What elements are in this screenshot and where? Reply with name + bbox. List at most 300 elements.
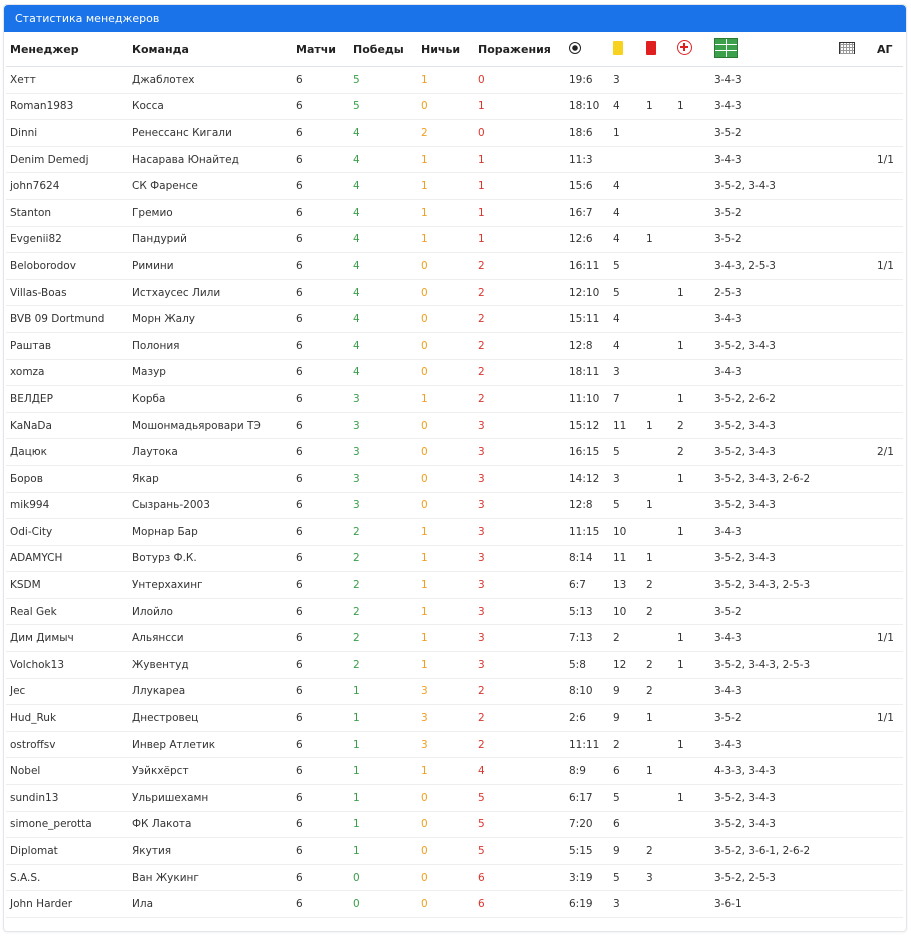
wins-cell: 3 xyxy=(349,465,417,492)
goalkeeper-cell xyxy=(835,864,873,891)
yellow-cards-cell: 10 xyxy=(609,519,642,546)
ag-cell xyxy=(873,412,903,439)
goalkeeper-cell xyxy=(835,226,873,253)
manager-name: xomza xyxy=(6,359,128,386)
goalkeeper-cell xyxy=(835,705,873,732)
goals-cell: 16:11 xyxy=(565,253,609,280)
losses-cell: 2 xyxy=(474,731,565,758)
injuries-cell: 1 xyxy=(673,332,710,359)
col-losses[interactable]: Поражения xyxy=(474,32,565,67)
table-row xyxy=(6,306,903,333)
matches-cell: 6 xyxy=(292,120,349,147)
matches-cell: 6 xyxy=(292,226,349,253)
matches-cell: 6 xyxy=(292,199,349,226)
matches-cell: 6 xyxy=(292,758,349,785)
red-cards-cell: 2 xyxy=(642,572,673,599)
formation-cell: 3-5-2 xyxy=(710,705,835,732)
wins-cell: 3 xyxy=(349,386,417,413)
table-row xyxy=(6,545,903,572)
goalkeeper-cell xyxy=(835,173,873,200)
red-cards-cell xyxy=(642,67,673,94)
injuries-cell xyxy=(673,572,710,599)
team-name: Насарава Юнайтед xyxy=(128,146,292,173)
manager-name: Stanton xyxy=(6,199,128,226)
team-name: Уэйкхёрст xyxy=(128,758,292,785)
formation-cell: 3-4-3 xyxy=(710,625,835,652)
formation-cell: 3-4-3, 2-5-3 xyxy=(710,253,835,280)
col-yellow-cards[interactable] xyxy=(609,32,642,67)
goals-cell: 12:8 xyxy=(565,492,609,519)
formation-cell: 3-5-2, 3-4-3, 2-5-3 xyxy=(710,652,835,679)
formation-cell: 3-5-2, 3-4-3, 2-6-2 xyxy=(710,465,835,492)
goalkeeper-cell xyxy=(835,492,873,519)
matches-cell: 6 xyxy=(292,785,349,812)
wins-cell: 1 xyxy=(349,705,417,732)
team-name: Косса xyxy=(128,93,292,120)
losses-cell: 1 xyxy=(474,93,565,120)
injuries-cell xyxy=(673,838,710,865)
yellow-cards-cell: 11 xyxy=(609,545,642,572)
yellow-cards-cell: 3 xyxy=(609,359,642,386)
matches-cell: 6 xyxy=(292,838,349,865)
goals-cell: 18:6 xyxy=(565,120,609,147)
team-name: Джаблотех xyxy=(128,67,292,94)
manager-name: sundin13 xyxy=(6,785,128,812)
goals-cell: 3:19 xyxy=(565,864,609,891)
manager-stats-table xyxy=(6,32,903,918)
ag-cell xyxy=(873,891,903,918)
injuries-cell xyxy=(673,891,710,918)
draws-cell: 0 xyxy=(417,439,474,466)
red-cards-cell xyxy=(642,332,673,359)
goalkeeper-cell xyxy=(835,146,873,173)
ag-cell xyxy=(873,864,903,891)
draws-cell: 0 xyxy=(417,359,474,386)
draws-cell: 0 xyxy=(417,864,474,891)
yellow-cards-cell: 10 xyxy=(609,598,642,625)
goals-cell: 5:13 xyxy=(565,598,609,625)
matches-cell: 6 xyxy=(292,279,349,306)
team-name: Ван Жукинг xyxy=(128,864,292,891)
yellow-cards-cell: 5 xyxy=(609,785,642,812)
table-row xyxy=(6,811,903,838)
red-cards-cell xyxy=(642,386,673,413)
yellow-cards-cell: 5 xyxy=(609,279,642,306)
wins-cell: 2 xyxy=(349,545,417,572)
ag-cell xyxy=(873,838,903,865)
manager-name: Nobel xyxy=(6,758,128,785)
table-row xyxy=(6,785,903,812)
formation-cell: 3-5-2, 3-4-3, 2-5-3 xyxy=(710,572,835,599)
team-name: СК Фаренсе xyxy=(128,173,292,200)
matches-cell: 6 xyxy=(292,306,349,333)
manager-name: Denim Demedj xyxy=(6,146,128,173)
ag-cell xyxy=(873,173,903,200)
goalkeeper-cell xyxy=(835,67,873,94)
red-cards-cell xyxy=(642,120,673,147)
formation-cell: 3-4-3 xyxy=(710,67,835,94)
team-name: Ульришехамн xyxy=(128,785,292,812)
manager-name: Дацюк xyxy=(6,439,128,466)
manager-name: ADAMYCH xyxy=(6,545,128,572)
injuries-cell xyxy=(673,705,710,732)
ag-cell xyxy=(873,731,903,758)
table-row xyxy=(6,120,903,147)
table-row xyxy=(6,359,903,386)
panel-title: Статистика менеджеров xyxy=(4,5,906,32)
ag-cell xyxy=(873,93,903,120)
goals-cell: 8:9 xyxy=(565,758,609,785)
manager-name: Volchok13 xyxy=(6,652,128,679)
losses-cell: 2 xyxy=(474,386,565,413)
goals-cell: 19:6 xyxy=(565,67,609,94)
injuries-cell xyxy=(673,306,710,333)
formation-cell: 3-5-2, 2-5-3 xyxy=(710,864,835,891)
goals-cell: 12:6 xyxy=(565,226,609,253)
losses-cell: 3 xyxy=(474,652,565,679)
team-name: Ила xyxy=(128,891,292,918)
table-row xyxy=(6,652,903,679)
manager-name: ostroffsv xyxy=(6,731,128,758)
ag-cell xyxy=(873,386,903,413)
col-draws[interactable]: Ничьи xyxy=(417,32,474,67)
draws-cell: 0 xyxy=(417,332,474,359)
table-row xyxy=(6,731,903,758)
red-cards-cell: 1 xyxy=(642,412,673,439)
wins-cell: 2 xyxy=(349,598,417,625)
col-goals[interactable] xyxy=(565,32,609,67)
matches-cell: 6 xyxy=(292,572,349,599)
injuries-cell: 1 xyxy=(673,785,710,812)
table-row xyxy=(6,598,903,625)
formation-cell: 3-4-3 xyxy=(710,731,835,758)
draws-cell: 0 xyxy=(417,412,474,439)
wins-cell: 4 xyxy=(349,332,417,359)
yellow-cards-cell: 7 xyxy=(609,386,642,413)
losses-cell: 2 xyxy=(474,253,565,280)
injuries-cell: 1 xyxy=(673,465,710,492)
yellow-cards-cell: 3 xyxy=(609,891,642,918)
wins-cell: 4 xyxy=(349,253,417,280)
ag-cell: 1/1 xyxy=(873,253,903,280)
wins-cell: 1 xyxy=(349,678,417,705)
yellow-cards-cell: 5 xyxy=(609,253,642,280)
manager-name: Beloborodov xyxy=(6,253,128,280)
injuries-cell: 1 xyxy=(673,652,710,679)
ag-cell xyxy=(873,332,903,359)
draws-cell: 1 xyxy=(417,572,474,599)
goals-cell: 7:20 xyxy=(565,811,609,838)
table-row xyxy=(6,625,903,652)
injuries-cell xyxy=(673,173,710,200)
team-name: Якар xyxy=(128,465,292,492)
injuries-cell xyxy=(673,864,710,891)
col-ag[interactable]: АГ xyxy=(873,32,903,67)
goalkeeper-cell xyxy=(835,120,873,147)
ag-cell xyxy=(873,811,903,838)
manager-name: Хетт xyxy=(6,67,128,94)
ag-cell xyxy=(873,306,903,333)
col-goalkeeper[interactable] xyxy=(835,32,873,67)
draws-cell: 1 xyxy=(417,146,474,173)
injuries-cell: 2 xyxy=(673,439,710,466)
red-card-icon xyxy=(646,41,656,55)
table-row xyxy=(6,93,903,120)
losses-cell: 3 xyxy=(474,492,565,519)
red-cards-cell xyxy=(642,891,673,918)
red-cards-cell xyxy=(642,731,673,758)
red-cards-cell: 2 xyxy=(642,598,673,625)
table-row xyxy=(6,705,903,732)
team-name: Истхаусес Лили xyxy=(128,279,292,306)
formation-cell: 3-4-3 xyxy=(710,146,835,173)
team-name: Мазур xyxy=(128,359,292,386)
goalkeeper-cell xyxy=(835,758,873,785)
goalkeeper-cell xyxy=(835,678,873,705)
red-cards-cell xyxy=(642,519,673,546)
goals-cell: 11:11 xyxy=(565,731,609,758)
draws-cell: 1 xyxy=(417,226,474,253)
col-injuries[interactable] xyxy=(673,32,710,67)
losses-cell: 2 xyxy=(474,332,565,359)
wins-cell: 1 xyxy=(349,731,417,758)
red-cards-cell xyxy=(642,465,673,492)
yellow-cards-cell: 2 xyxy=(609,625,642,652)
red-cards-cell xyxy=(642,279,673,306)
matches-cell: 6 xyxy=(292,359,349,386)
injuries-cell: 1 xyxy=(673,279,710,306)
losses-cell: 3 xyxy=(474,598,565,625)
goals-cell: 11:10 xyxy=(565,386,609,413)
soccer-ball-icon xyxy=(569,42,581,54)
manager-name: KSDM xyxy=(6,572,128,599)
draws-cell: 1 xyxy=(417,758,474,785)
matches-cell: 6 xyxy=(292,439,349,466)
matches-cell: 6 xyxy=(292,332,349,359)
ag-cell xyxy=(873,120,903,147)
table-row xyxy=(6,146,903,173)
red-cards-cell: 2 xyxy=(642,652,673,679)
injuries-cell: 1 xyxy=(673,731,710,758)
goals-cell: 14:12 xyxy=(565,465,609,492)
football-field-icon xyxy=(714,38,738,58)
injuries-cell xyxy=(673,199,710,226)
wins-cell: 4 xyxy=(349,359,417,386)
table-row xyxy=(6,386,903,413)
formation-cell: 3-6-1 xyxy=(710,891,835,918)
matches-cell: 6 xyxy=(292,93,349,120)
manager-name: mik994 xyxy=(6,492,128,519)
col-red-cards[interactable] xyxy=(642,32,673,67)
yellow-cards-cell: 4 xyxy=(609,173,642,200)
table-row xyxy=(6,519,903,546)
goals-cell: 12:10 xyxy=(565,279,609,306)
goalkeeper-cell xyxy=(835,625,873,652)
injuries-cell: 1 xyxy=(673,386,710,413)
matches-cell: 6 xyxy=(292,864,349,891)
manager-name: KaNaDa xyxy=(6,412,128,439)
ag-cell xyxy=(873,652,903,679)
wins-cell: 1 xyxy=(349,811,417,838)
injuries-cell xyxy=(673,758,710,785)
red-cards-cell xyxy=(642,625,673,652)
yellow-cards-cell: 9 xyxy=(609,705,642,732)
draws-cell: 1 xyxy=(417,652,474,679)
formation-cell: 3-4-3 xyxy=(710,678,835,705)
ag-cell xyxy=(873,492,903,519)
red-cards-cell: 3 xyxy=(642,864,673,891)
wins-cell: 4 xyxy=(349,279,417,306)
formation-cell: 3-5-2, 3-4-3 xyxy=(710,811,835,838)
formation-cell: 3-4-3 xyxy=(710,306,835,333)
goals-cell: 15:11 xyxy=(565,306,609,333)
wins-cell: 1 xyxy=(349,838,417,865)
manager-name: John Harder xyxy=(6,891,128,918)
team-name: Морн Жалу xyxy=(128,306,292,333)
ag-cell xyxy=(873,598,903,625)
goalkeeper-cell xyxy=(835,332,873,359)
matches-cell: 6 xyxy=(292,386,349,413)
red-cards-cell xyxy=(642,359,673,386)
wins-cell: 2 xyxy=(349,625,417,652)
draws-cell: 0 xyxy=(417,891,474,918)
formation-cell: 3-5-2 xyxy=(710,598,835,625)
wins-cell: 2 xyxy=(349,572,417,599)
table-row xyxy=(6,758,903,785)
matches-cell: 6 xyxy=(292,492,349,519)
draws-cell: 0 xyxy=(417,93,474,120)
yellow-cards-cell: 5 xyxy=(609,439,642,466)
red-cards-cell: 1 xyxy=(642,492,673,519)
goals-cell: 15:12 xyxy=(565,412,609,439)
manager-name: Hud_Ruk xyxy=(6,705,128,732)
losses-cell: 6 xyxy=(474,864,565,891)
injuries-cell xyxy=(673,678,710,705)
table-row xyxy=(6,572,903,599)
red-cards-cell: 1 xyxy=(642,226,673,253)
red-cards-cell xyxy=(642,173,673,200)
goalkeeper-cell xyxy=(835,279,873,306)
goals-cell: 5:15 xyxy=(565,838,609,865)
manager-name: john7624 xyxy=(6,173,128,200)
team-name: Римини xyxy=(128,253,292,280)
wins-cell: 2 xyxy=(349,652,417,679)
injuries-cell xyxy=(673,811,710,838)
table-row xyxy=(6,678,903,705)
goalkeeper-cell xyxy=(835,545,873,572)
draws-cell: 1 xyxy=(417,173,474,200)
matches-cell: 6 xyxy=(292,598,349,625)
losses-cell: 2 xyxy=(474,359,565,386)
yellow-cards-cell: 5 xyxy=(609,864,642,891)
col-matches[interactable]: Матчи xyxy=(292,32,349,67)
wins-cell: 1 xyxy=(349,785,417,812)
ag-cell: 1/1 xyxy=(873,625,903,652)
team-name: Сызрань-2003 xyxy=(128,492,292,519)
injuries-cell: 1 xyxy=(673,93,710,120)
manager-name: ВЕЛДЕР xyxy=(6,386,128,413)
draws-cell: 1 xyxy=(417,545,474,572)
team-name: Ллукареа xyxy=(128,678,292,705)
red-cards-cell: 2 xyxy=(642,838,673,865)
matches-cell: 6 xyxy=(292,652,349,679)
manager-name: Real Gek xyxy=(6,598,128,625)
col-team[interactable]: Команда xyxy=(128,32,292,67)
col-manager[interactable]: Менеджер xyxy=(6,32,128,67)
yellow-cards-cell: 12 xyxy=(609,652,642,679)
losses-cell: 1 xyxy=(474,173,565,200)
goals-cell: 11:15 xyxy=(565,519,609,546)
team-name: Полония xyxy=(128,332,292,359)
draws-cell: 3 xyxy=(417,731,474,758)
col-wins[interactable]: Победы xyxy=(349,32,417,67)
team-name: Жувентуд xyxy=(128,652,292,679)
losses-cell: 1 xyxy=(474,146,565,173)
yellow-cards-cell: 1 xyxy=(609,120,642,147)
team-name: ФК Лакота xyxy=(128,811,292,838)
goalkeeper-cell xyxy=(835,572,873,599)
losses-cell: 3 xyxy=(474,439,565,466)
goalkeeper-cell xyxy=(835,838,873,865)
matches-cell: 6 xyxy=(292,705,349,732)
matches-cell: 6 xyxy=(292,412,349,439)
losses-cell: 2 xyxy=(474,678,565,705)
wins-cell: 3 xyxy=(349,439,417,466)
draws-cell: 1 xyxy=(417,67,474,94)
losses-cell: 0 xyxy=(474,67,565,94)
injuries-cell xyxy=(673,67,710,94)
manager-stats-panel xyxy=(3,4,907,932)
goals-cell: 8:14 xyxy=(565,545,609,572)
formation-cell: 3-5-2 xyxy=(710,199,835,226)
ag-cell: 1/1 xyxy=(873,705,903,732)
draws-cell: 0 xyxy=(417,279,474,306)
draws-cell: 1 xyxy=(417,625,474,652)
ag-cell xyxy=(873,67,903,94)
table-row xyxy=(6,199,903,226)
losses-cell: 1 xyxy=(474,199,565,226)
losses-cell: 3 xyxy=(474,625,565,652)
yellow-cards-cell: 4 xyxy=(609,93,642,120)
red-cards-cell: 1 xyxy=(642,758,673,785)
draws-cell: 0 xyxy=(417,492,474,519)
team-name: Ренессанс Кигали xyxy=(128,120,292,147)
red-cards-cell xyxy=(642,439,673,466)
col-formation[interactable] xyxy=(710,32,835,67)
table-row xyxy=(6,412,903,439)
formation-cell: 3-4-3 xyxy=(710,359,835,386)
team-name: Альянсси xyxy=(128,625,292,652)
formation-cell: 3-4-3 xyxy=(710,519,835,546)
goals-cell: 6:17 xyxy=(565,785,609,812)
wins-cell: 0 xyxy=(349,891,417,918)
table-row xyxy=(6,492,903,519)
losses-cell: 3 xyxy=(474,519,565,546)
goalkeeper-cell xyxy=(835,306,873,333)
goals-cell: 16:7 xyxy=(565,199,609,226)
team-name: Мошонмадьяровари ТЭ xyxy=(128,412,292,439)
medical-cross-icon xyxy=(677,40,692,55)
goalkeeper-cell xyxy=(835,891,873,918)
table-row xyxy=(6,465,903,492)
matches-cell: 6 xyxy=(292,173,349,200)
goals-cell: 11:3 xyxy=(565,146,609,173)
goals-cell: 6:19 xyxy=(565,891,609,918)
goals-cell: 6:7 xyxy=(565,572,609,599)
goals-cell: 5:8 xyxy=(565,652,609,679)
manager-name: Roman1983 xyxy=(6,93,128,120)
yellow-cards-cell: 9 xyxy=(609,678,642,705)
